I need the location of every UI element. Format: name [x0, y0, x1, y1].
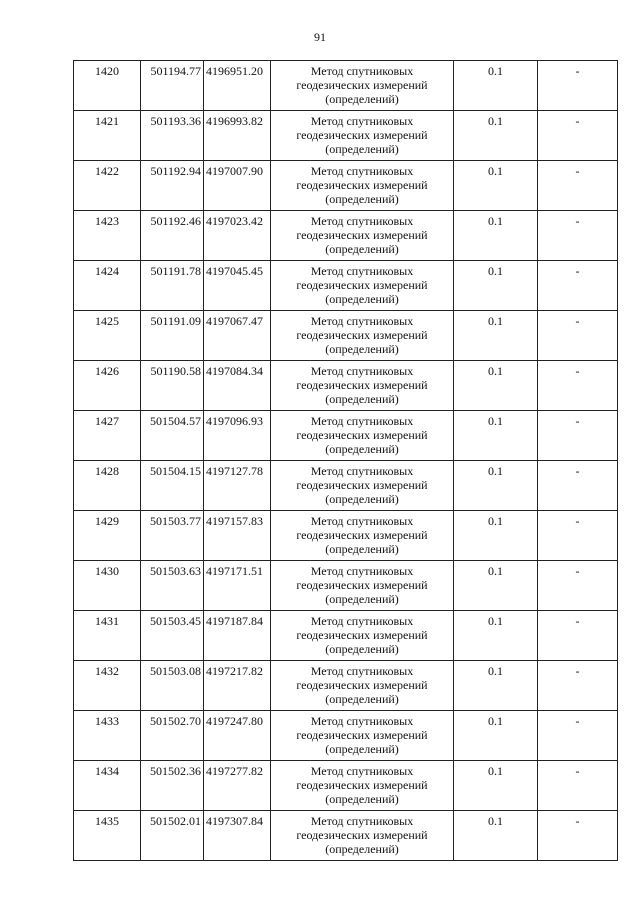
method-cell: Метод спутниковых геодезических измерений (определений): [271, 511, 454, 561]
note-cell: -: [538, 211, 618, 261]
method-cell: Метод спутниковых геодезических измерений (определений): [271, 211, 454, 261]
method-cell: Метод спутниковых геодезических измерений (определений): [271, 811, 454, 861]
point-number-cell: 1432: [74, 661, 141, 711]
table-row: [74, 511, 618, 561]
point-number-cell: 1431: [74, 611, 141, 661]
table-row: [74, 311, 618, 361]
point-number-cell: 1429: [74, 511, 141, 561]
table-row: [74, 661, 618, 711]
x-coordinate-cell: 501191.09: [141, 311, 204, 361]
y-coordinate-cell: 4197247.80: [204, 711, 271, 761]
y-coordinate-cell: 4197127.78: [204, 461, 271, 511]
y-coordinate-cell: 4197045.45: [204, 261, 271, 311]
y-coordinate-cell: 4197171.51: [204, 561, 271, 611]
note-cell: -: [538, 411, 618, 461]
point-number-cell: 1434: [74, 761, 141, 811]
table-row: [74, 361, 618, 411]
y-coordinate-cell: 4197007.90: [204, 161, 271, 211]
y-coordinate-cell: 4196993.82: [204, 111, 271, 161]
note-cell: -: [538, 111, 618, 161]
note-cell: -: [538, 261, 618, 311]
point-number-cell: 1435: [74, 811, 141, 861]
note-cell: -: [538, 761, 618, 811]
table-row: [74, 761, 618, 811]
note-cell: -: [538, 311, 618, 361]
table-row: [74, 811, 618, 861]
method-cell: Метод спутниковых геодезических измерений (определений): [271, 561, 454, 611]
table-row: [74, 161, 618, 211]
accuracy-cell: 0.1: [454, 61, 538, 111]
method-cell: Метод спутниковых геодезических измерений (определений): [271, 661, 454, 711]
point-number-cell: 1422: [74, 161, 141, 211]
page-number: 91: [314, 30, 326, 44]
x-coordinate-cell: 501503.08: [141, 661, 204, 711]
note-cell: -: [538, 711, 618, 761]
note-cell: -: [538, 161, 618, 211]
note-cell: -: [538, 811, 618, 861]
accuracy-cell: 0.1: [454, 311, 538, 361]
accuracy-cell: 0.1: [454, 761, 538, 811]
note-cell: -: [538, 611, 618, 661]
accuracy-cell: 0.1: [454, 461, 538, 511]
y-coordinate-cell: 4197217.82: [204, 661, 271, 711]
method-cell: Метод спутниковых геодезических измерений (определений): [271, 461, 454, 511]
accuracy-cell: 0.1: [454, 211, 538, 261]
method-cell: Метод спутниковых геодезических измерений (определений): [271, 61, 454, 111]
point-number-cell: 1433: [74, 711, 141, 761]
y-coordinate-cell: 4197307.84: [204, 811, 271, 861]
table-row: [74, 611, 618, 661]
accuracy-cell: 0.1: [454, 411, 538, 461]
table-row: [74, 461, 618, 511]
method-cell: Метод спутниковых геодезических измерений (определений): [271, 111, 454, 161]
note-cell: -: [538, 361, 618, 411]
y-coordinate-cell: 4197096.93: [204, 411, 271, 461]
x-coordinate-cell: 501193.36: [141, 111, 204, 161]
method-cell: Метод спутниковых геодезических измерений (определений): [271, 311, 454, 361]
method-cell: Метод спутниковых геодезических измерений (определений): [271, 761, 454, 811]
point-number-cell: 1421: [74, 111, 141, 161]
method-cell: Метод спутниковых геодезических измерений (определений): [271, 161, 454, 211]
point-number-cell: 1420: [74, 61, 141, 111]
point-number-cell: 1426: [74, 361, 141, 411]
y-coordinate-cell: 4196951.20: [204, 61, 271, 111]
method-cell: Метод спутниковых геодезических измерений (определений): [271, 411, 454, 461]
point-number-cell: 1424: [74, 261, 141, 311]
accuracy-cell: 0.1: [454, 261, 538, 311]
note-cell: -: [538, 561, 618, 611]
point-number-cell: 1425: [74, 311, 141, 361]
table-row: [74, 261, 618, 311]
accuracy-cell: 0.1: [454, 361, 538, 411]
x-coordinate-cell: 501192.46: [141, 211, 204, 261]
method-cell: Метод спутниковых геодезических измерений (определений): [271, 611, 454, 661]
x-coordinate-cell: 501502.36: [141, 761, 204, 811]
x-coordinate-cell: 501194.77: [141, 61, 204, 111]
x-coordinate-cell: 501191.78: [141, 261, 204, 311]
point-number-cell: 1428: [74, 461, 141, 511]
method-cell: Метод спутниковых геодезических измерений (определений): [271, 361, 454, 411]
x-coordinate-cell: 501190.58: [141, 361, 204, 411]
x-coordinate-cell: 501502.70: [141, 711, 204, 761]
table-body: [74, 61, 618, 861]
x-coordinate-cell: 501504.15: [141, 461, 204, 511]
table-row: [74, 61, 618, 111]
accuracy-cell: 0.1: [454, 711, 538, 761]
table-row: [74, 211, 618, 261]
table-row: [74, 111, 618, 161]
point-number-cell: 1423: [74, 211, 141, 261]
table-row: [74, 561, 618, 611]
accuracy-cell: 0.1: [454, 811, 538, 861]
point-number-cell: 1430: [74, 561, 141, 611]
y-coordinate-cell: 4197277.82: [204, 761, 271, 811]
method-cell: Метод спутниковых геодезических измерений (определений): [271, 261, 454, 311]
x-coordinate-cell: 501502.01: [141, 811, 204, 861]
x-coordinate-cell: 501503.45: [141, 611, 204, 661]
method-cell: Метод спутниковых геодезических измерений (определений): [271, 711, 454, 761]
y-coordinate-cell: 4197067.47: [204, 311, 271, 361]
accuracy-cell: 0.1: [454, 561, 538, 611]
note-cell: -: [538, 661, 618, 711]
x-coordinate-cell: 501504.57: [141, 411, 204, 461]
note-cell: -: [538, 461, 618, 511]
table-row: [74, 411, 618, 461]
accuracy-cell: 0.1: [454, 111, 538, 161]
y-coordinate-cell: 4197023.42: [204, 211, 271, 261]
note-cell: -: [538, 511, 618, 561]
x-coordinate-cell: 501503.63: [141, 561, 204, 611]
point-number-cell: 1427: [74, 411, 141, 461]
accuracy-cell: 0.1: [454, 161, 538, 211]
y-coordinate-cell: 4197187.84: [204, 611, 271, 661]
y-coordinate-cell: 4197157.83: [204, 511, 271, 561]
coordinates-table: [73, 60, 618, 861]
y-coordinate-cell: 4197084.34: [204, 361, 271, 411]
accuracy-cell: 0.1: [454, 661, 538, 711]
x-coordinate-cell: 501192.94: [141, 161, 204, 211]
accuracy-cell: 0.1: [454, 511, 538, 561]
note-cell: -: [538, 61, 618, 111]
accuracy-cell: 0.1: [454, 611, 538, 661]
table-row: [74, 711, 618, 761]
x-coordinate-cell: 501503.77: [141, 511, 204, 561]
